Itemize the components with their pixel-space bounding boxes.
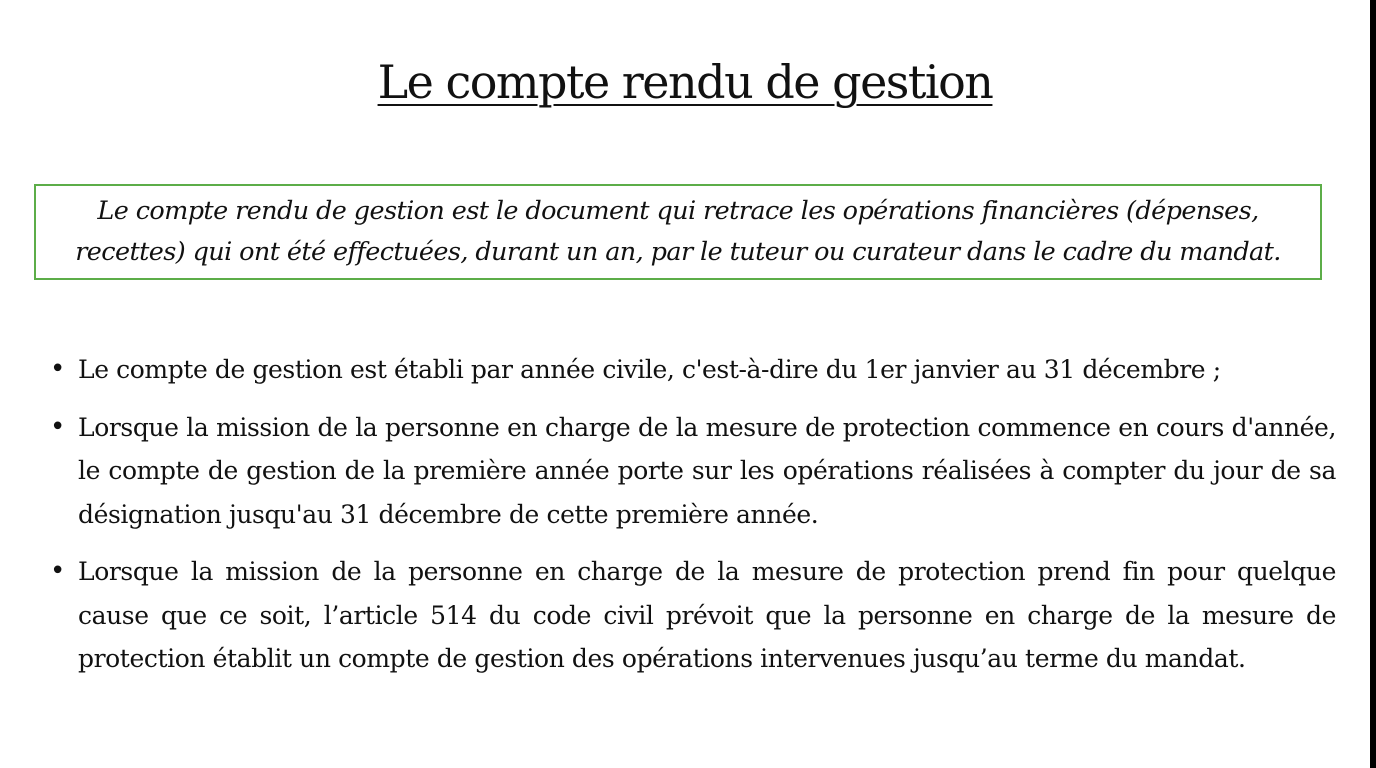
bullet-text: Lorsque la mission de la personne en charge de la mesure de protection commence en cours d'année, le compte de gestion de la première année porte sur les opérations réalisées à compter du jour de sa désignation jusqu'au 31 décembre de cette première année. [78, 412, 1336, 529]
slide-title-text: Le compte rendu de gestion [377, 55, 993, 109]
bullet-item-fin-mission [50, 550, 1336, 681]
definition-box [34, 184, 1322, 280]
bullet-dot-icon: • [50, 411, 65, 442]
bullet-list [50, 348, 1336, 695]
bullet-dot-icon: • [50, 354, 65, 384]
bullet-text: Le compte de gestion est établi par année civile, c'est-à-dire du 1er janvier au 31 décembre ; [78, 355, 1221, 384]
bullet-text: Lorsque la mission de la personne en charge de la mesure de protection prend fin pour quelque cause que ce soit, l’article 514 du code civil prévoit que la personne en charge de la mesure de protection établit un compte de gestion des opérations intervenues jusqu’au terme du mandat. [78, 557, 1336, 673]
definition-text: Le compte rendu de gestion est le document qui retrace les opérations financières (dépenses, recettes) qui ont été effectuées, durant un an, par le tuteur ou curateur dans le cadre du mandat. [75, 196, 1281, 267]
bullet-item-annee-civile [50, 348, 1336, 392]
window-edge [1370, 0, 1376, 768]
bullet-dot-icon: • [50, 556, 65, 586]
slide-title [0, 52, 1370, 112]
bullet-item-debut-mission [50, 406, 1336, 537]
